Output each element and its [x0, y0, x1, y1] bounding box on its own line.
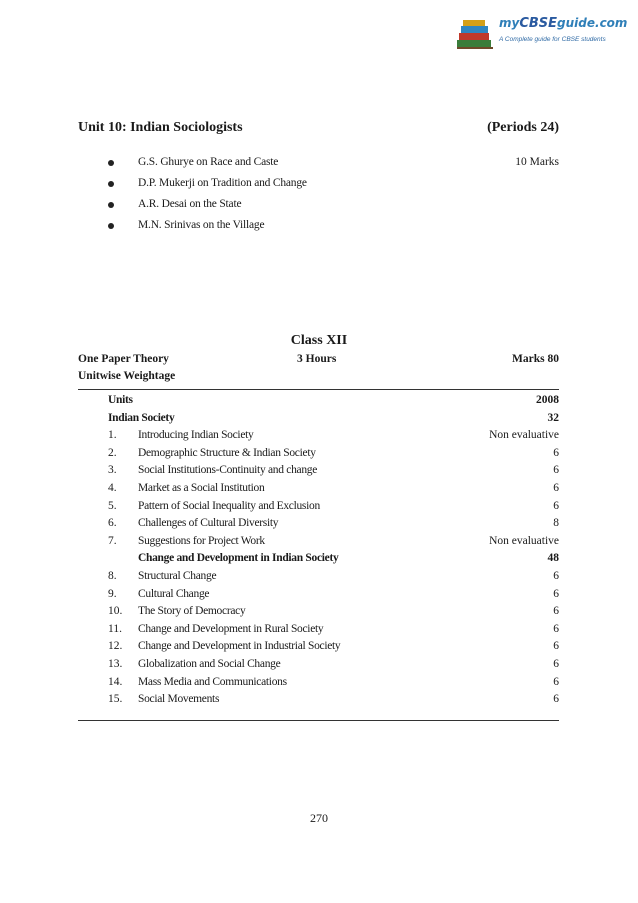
table-row: 7. Suggestions for Project Work Non evaluative — [108, 534, 559, 547]
table-row: 11. Change and Development in Rural Society 6 — [108, 622, 559, 635]
table-row: 4. Market as a Social Institution 6 — [108, 481, 559, 494]
unit-10-topics — [108, 156, 559, 240]
table-row: 9. Cultural Change 6 — [108, 587, 559, 600]
weightage-label: Unitwise Weightage — [78, 370, 176, 382]
table-row: 8. Structural Change 6 — [108, 569, 559, 582]
unit-title: Unit 10: Indian Sociologists — [78, 120, 243, 135]
table-row: 12. Change and Development in Industrial Society 6 — [108, 640, 559, 653]
list-item: D.P. Mukerji on Tradition and Change — [108, 177, 559, 198]
table-row: 1. Introducing Indian Society Non evaluative — [108, 429, 559, 442]
table-row: Change and Development in Indian Society 48 — [138, 552, 559, 565]
table-row: 2. Demographic Structure & Indian Society 6 — [108, 446, 559, 459]
table-row: 13. Globalization and Social Change 6 — [108, 657, 559, 670]
bullet-icon — [108, 202, 114, 208]
table-row: 5. Pattern of Social Inequality and Exclusion 6 — [108, 499, 559, 512]
unit-periods: (Periods 24) — [487, 120, 559, 135]
bullet-icon — [108, 160, 114, 166]
table-row: Indian Society 32 — [108, 411, 559, 424]
page-number: 270 — [310, 811, 328, 825]
units-table — [108, 394, 559, 711]
list-item: A.R. Desai on the State — [108, 198, 559, 219]
paper-marks: Marks 80 — [512, 353, 559, 365]
list-item: G.S. Ghurye on Race and Caste 10 Marks — [108, 156, 559, 177]
table-top-rule — [78, 389, 559, 390]
table-header: Units 2008 — [108, 394, 559, 406]
bullet-icon — [108, 181, 114, 187]
list-item: M.N. Srinivas on the Village — [108, 219, 559, 240]
table-bottom-rule — [78, 720, 559, 721]
books-icon — [455, 16, 495, 52]
unit-10-heading — [78, 120, 559, 136]
table-row: 3. Social Institutions-Continuity and change 6 — [108, 464, 559, 477]
table-row: 6. Challenges of Cultural Diversity 8 — [108, 517, 559, 530]
logo-brand: myCBSEguide.com — [499, 16, 628, 31]
logo-tagline: A Complete guide for CBSE students — [499, 36, 606, 43]
table-row: 10. The Story of Democracy 6 — [108, 605, 559, 618]
mycbseguide-logo — [455, 14, 628, 54]
paper-meta — [78, 353, 559, 369]
class-title: Class XII — [290, 333, 348, 348]
paper-type: One Paper Theory — [78, 353, 169, 365]
table-row: 15. Social Movements 6 — [108, 693, 559, 706]
bullet-icon — [108, 223, 114, 229]
paper-hours: 3 Hours — [297, 353, 337, 365]
table-row: 14. Mass Media and Communications 6 — [108, 675, 559, 688]
